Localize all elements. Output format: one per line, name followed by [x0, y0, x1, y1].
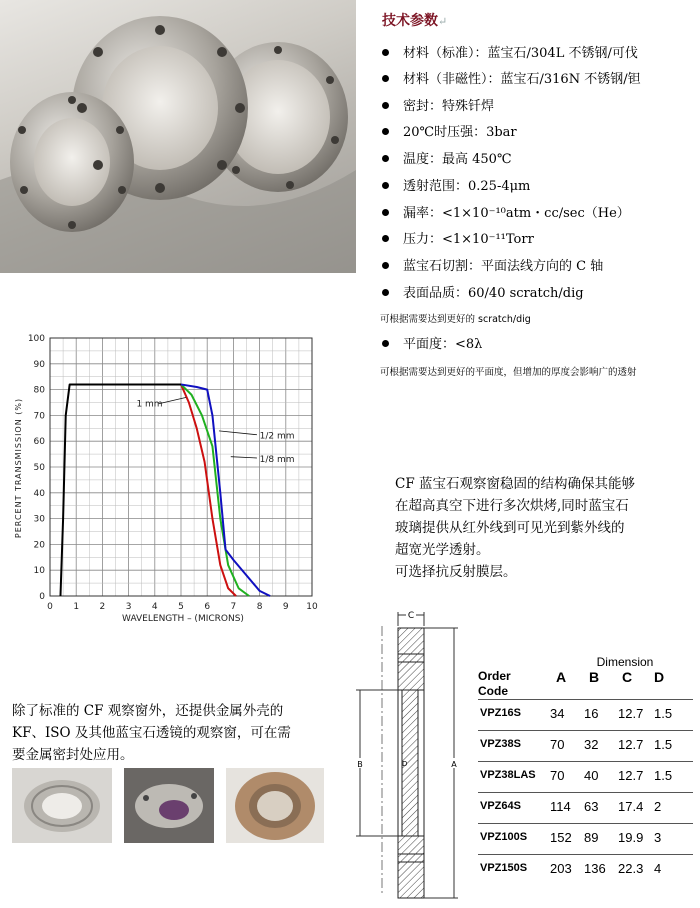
x-tick-label: 9 [282, 602, 289, 612]
y-tick-label: 30 [33, 514, 45, 525]
order-code: VPZ16S [480, 707, 521, 719]
annotation-label: 1 mm [136, 399, 163, 410]
dimension-header: Dimension [596, 655, 654, 669]
dim-c-label: C [407, 611, 415, 621]
y-tick-label: 90 [33, 359, 45, 370]
spec-item-text: 漏率：<1×10⁻¹⁰atm・cc/sec（He） [403, 206, 630, 221]
bullet-icon [382, 102, 389, 109]
spec-item-text: 密封：特殊钎焊 [403, 99, 495, 114]
spec-item [382, 68, 641, 87]
spec-item [382, 228, 534, 247]
dim-value-b: 63 [584, 799, 599, 814]
bullet-icon [382, 182, 389, 189]
table-row [478, 792, 693, 823]
y-tick-label: 0 [39, 592, 45, 602]
spec-item [382, 282, 584, 301]
order-code: VPZ38S [480, 738, 521, 750]
order-code: VPZ38LAS [480, 769, 536, 781]
bullet-icon [382, 209, 389, 216]
bullet-icon [382, 128, 389, 135]
y-tick-label: 40 [33, 488, 45, 499]
order-code: VPZ150S [480, 862, 528, 874]
dim-value-d: 4 [654, 861, 662, 876]
spec-item [382, 255, 603, 274]
spec-item [382, 175, 530, 194]
cf-line: 在超高真空下进行多次烘烤,同时蓝宝石 [395, 498, 629, 514]
spec-item-text: 温度：最高 450℃ [403, 152, 512, 167]
dim-value-c: 17.4 [618, 799, 644, 814]
bullet-icon [382, 262, 389, 269]
spec-item-text: 20℃时压强：3bar [403, 125, 517, 140]
annotation-leader [219, 431, 257, 435]
annotation-leader [231, 457, 257, 458]
dim-value-b: 136 [584, 861, 606, 876]
cf-description [395, 473, 685, 583]
std-line: 除了标准的 CF 观察窗外，还提供金属外壳的 [12, 703, 284, 719]
dim-value-a: 203 [550, 861, 572, 876]
bullet-icon [382, 235, 389, 242]
spec-item-text: 蓝宝石切割：平面法线方向的 C 轴 [403, 259, 604, 274]
x-tick-label: 8 [256, 602, 263, 612]
y-tick-label: 50 [33, 463, 45, 473]
series-line [181, 384, 249, 596]
spec-item-text: 压力：<1×10⁻¹¹Torr [403, 232, 534, 247]
dim-value-d: 1.5 [654, 768, 673, 783]
chart-svg [8, 328, 318, 628]
order-code: VPZ100S [480, 831, 528, 843]
table-row [478, 699, 693, 730]
series-line [181, 384, 270, 596]
x-tick-label: 2 [99, 602, 106, 612]
spec-item [382, 95, 494, 114]
dim-value-a: 152 [550, 830, 572, 845]
dim-value-b: 32 [584, 737, 599, 752]
table-row [478, 823, 693, 854]
std-line: KF、ISO 及其他蓝宝石透镜的观察窗，可在需 [12, 725, 291, 741]
spec-item-text: 表面品质：60/40 scratch/dig [403, 286, 584, 301]
x-tick-label: 6 [204, 602, 211, 612]
table-row [478, 854, 693, 885]
thumbnail-metal-housing [226, 768, 324, 843]
dim-value-b: 16 [584, 706, 599, 721]
dim-value-c: 22.3 [618, 861, 644, 876]
bullet-icon [382, 340, 389, 347]
thumbnail-iso-viewport [124, 768, 214, 843]
return-mark: ↵ [438, 15, 448, 28]
x-axis-label: WAVELENGTH – (MICRONS) [122, 614, 244, 624]
dim-value-a: 114 [550, 799, 571, 814]
dim-value-a: 70 [550, 737, 565, 752]
spec-item-text: 透射范围：0.25-4μm [403, 179, 531, 194]
order-code-header-line1: Order [478, 669, 511, 683]
x-tick-label: 3 [125, 602, 132, 612]
dim-b-label: B [357, 760, 363, 769]
col-header-d: D [654, 669, 665, 685]
cf-line: 超宽光学透射。 [395, 542, 490, 558]
spec-item [382, 333, 482, 352]
spec-title-text: 技术参数 [382, 13, 438, 29]
flatness-note: 可根据需要达到更好的平面度，但增加的厚度会影响广的透射 [380, 367, 637, 378]
x-tick-label: 0 [47, 602, 53, 612]
y-tick-label: 70 [33, 411, 45, 422]
col-header-b: B [589, 669, 600, 685]
std-line: 要金属密封处应用。 [12, 747, 134, 763]
annotation-leader [159, 397, 187, 403]
dim-d-label: D [402, 760, 408, 768]
dim-a-label: A [451, 760, 457, 769]
dim-value-c: 12.7 [618, 768, 644, 783]
x-tick-label: 4 [151, 602, 158, 612]
dim-value-b: 40 [584, 768, 599, 783]
dim-value-d: 1.5 [654, 737, 673, 752]
spec-item-text: 材料（非磁性）：蓝宝石/316N 不锈钢/钽 [403, 72, 641, 87]
y-tick-label: 10 [33, 566, 45, 577]
table-row [478, 761, 693, 792]
dim-value-b: 89 [584, 830, 599, 845]
series-line [60, 384, 181, 596]
col-header-c: C [622, 669, 633, 685]
dim-value-c: 19.9 [618, 830, 644, 845]
hero-photo-viewports [0, 0, 356, 273]
dim-value-c: 12.7 [618, 737, 644, 752]
spec-item-text: 平面度：<8λ [403, 337, 483, 352]
spec-item [382, 42, 638, 61]
dim-value-d: 2 [654, 799, 662, 814]
cf-line: 玻璃提供从红外线到可见光到紫外线的 [395, 520, 625, 536]
dim-value-d: 1.5 [654, 706, 673, 721]
annotation-label: 1/8 mm [259, 454, 295, 465]
dim-value-a: 70 [550, 768, 565, 783]
bullet-icon [382, 155, 389, 162]
standard-description [12, 700, 340, 766]
order-code: VPZ64S [480, 800, 521, 812]
scratch-note: 可根据需要达到更好的 scratch/dig [380, 314, 531, 325]
y-tick-label: 20 [33, 540, 45, 551]
thumbnail-kf-viewport [12, 768, 112, 843]
dim-value-c: 12.7 [618, 706, 644, 721]
cf-line: CF 蓝宝石观察窗稳固的结构确保其能够 [395, 476, 635, 492]
transmission-chart [8, 328, 318, 632]
bullet-icon [382, 289, 389, 296]
col-header-a: A [556, 669, 567, 685]
order-code-header-line2: Code [478, 684, 508, 698]
dim-value-d: 3 [654, 830, 662, 845]
x-tick-label: 1 [73, 602, 80, 612]
annotation-label: 1/2 mm [259, 431, 295, 442]
y-tick-label: 60 [33, 437, 45, 448]
x-tick-label: 7 [230, 602, 237, 612]
y-tick-label: 80 [33, 385, 45, 396]
x-tick-label: 5 [178, 602, 184, 612]
spec-item [382, 148, 512, 167]
spec-title [382, 10, 447, 30]
dim-value-a: 34 [550, 706, 565, 721]
bullet-icon [382, 75, 389, 82]
y-tick-label: 100 [27, 334, 45, 344]
spec-item-text: 材料（标准）：蓝宝石/304L 不锈钢/可伐 [403, 46, 638, 61]
spec-item [382, 202, 630, 221]
spec-item [382, 121, 517, 140]
flange-drawing [352, 606, 464, 908]
bullet-icon [382, 49, 389, 56]
x-tick-label: 10 [306, 602, 318, 612]
cf-line: 可选择抗反射膜层。 [395, 564, 517, 580]
y-axis-label: PERCENT TRANSMISSION (%) [14, 397, 23, 539]
table-row [478, 730, 693, 761]
